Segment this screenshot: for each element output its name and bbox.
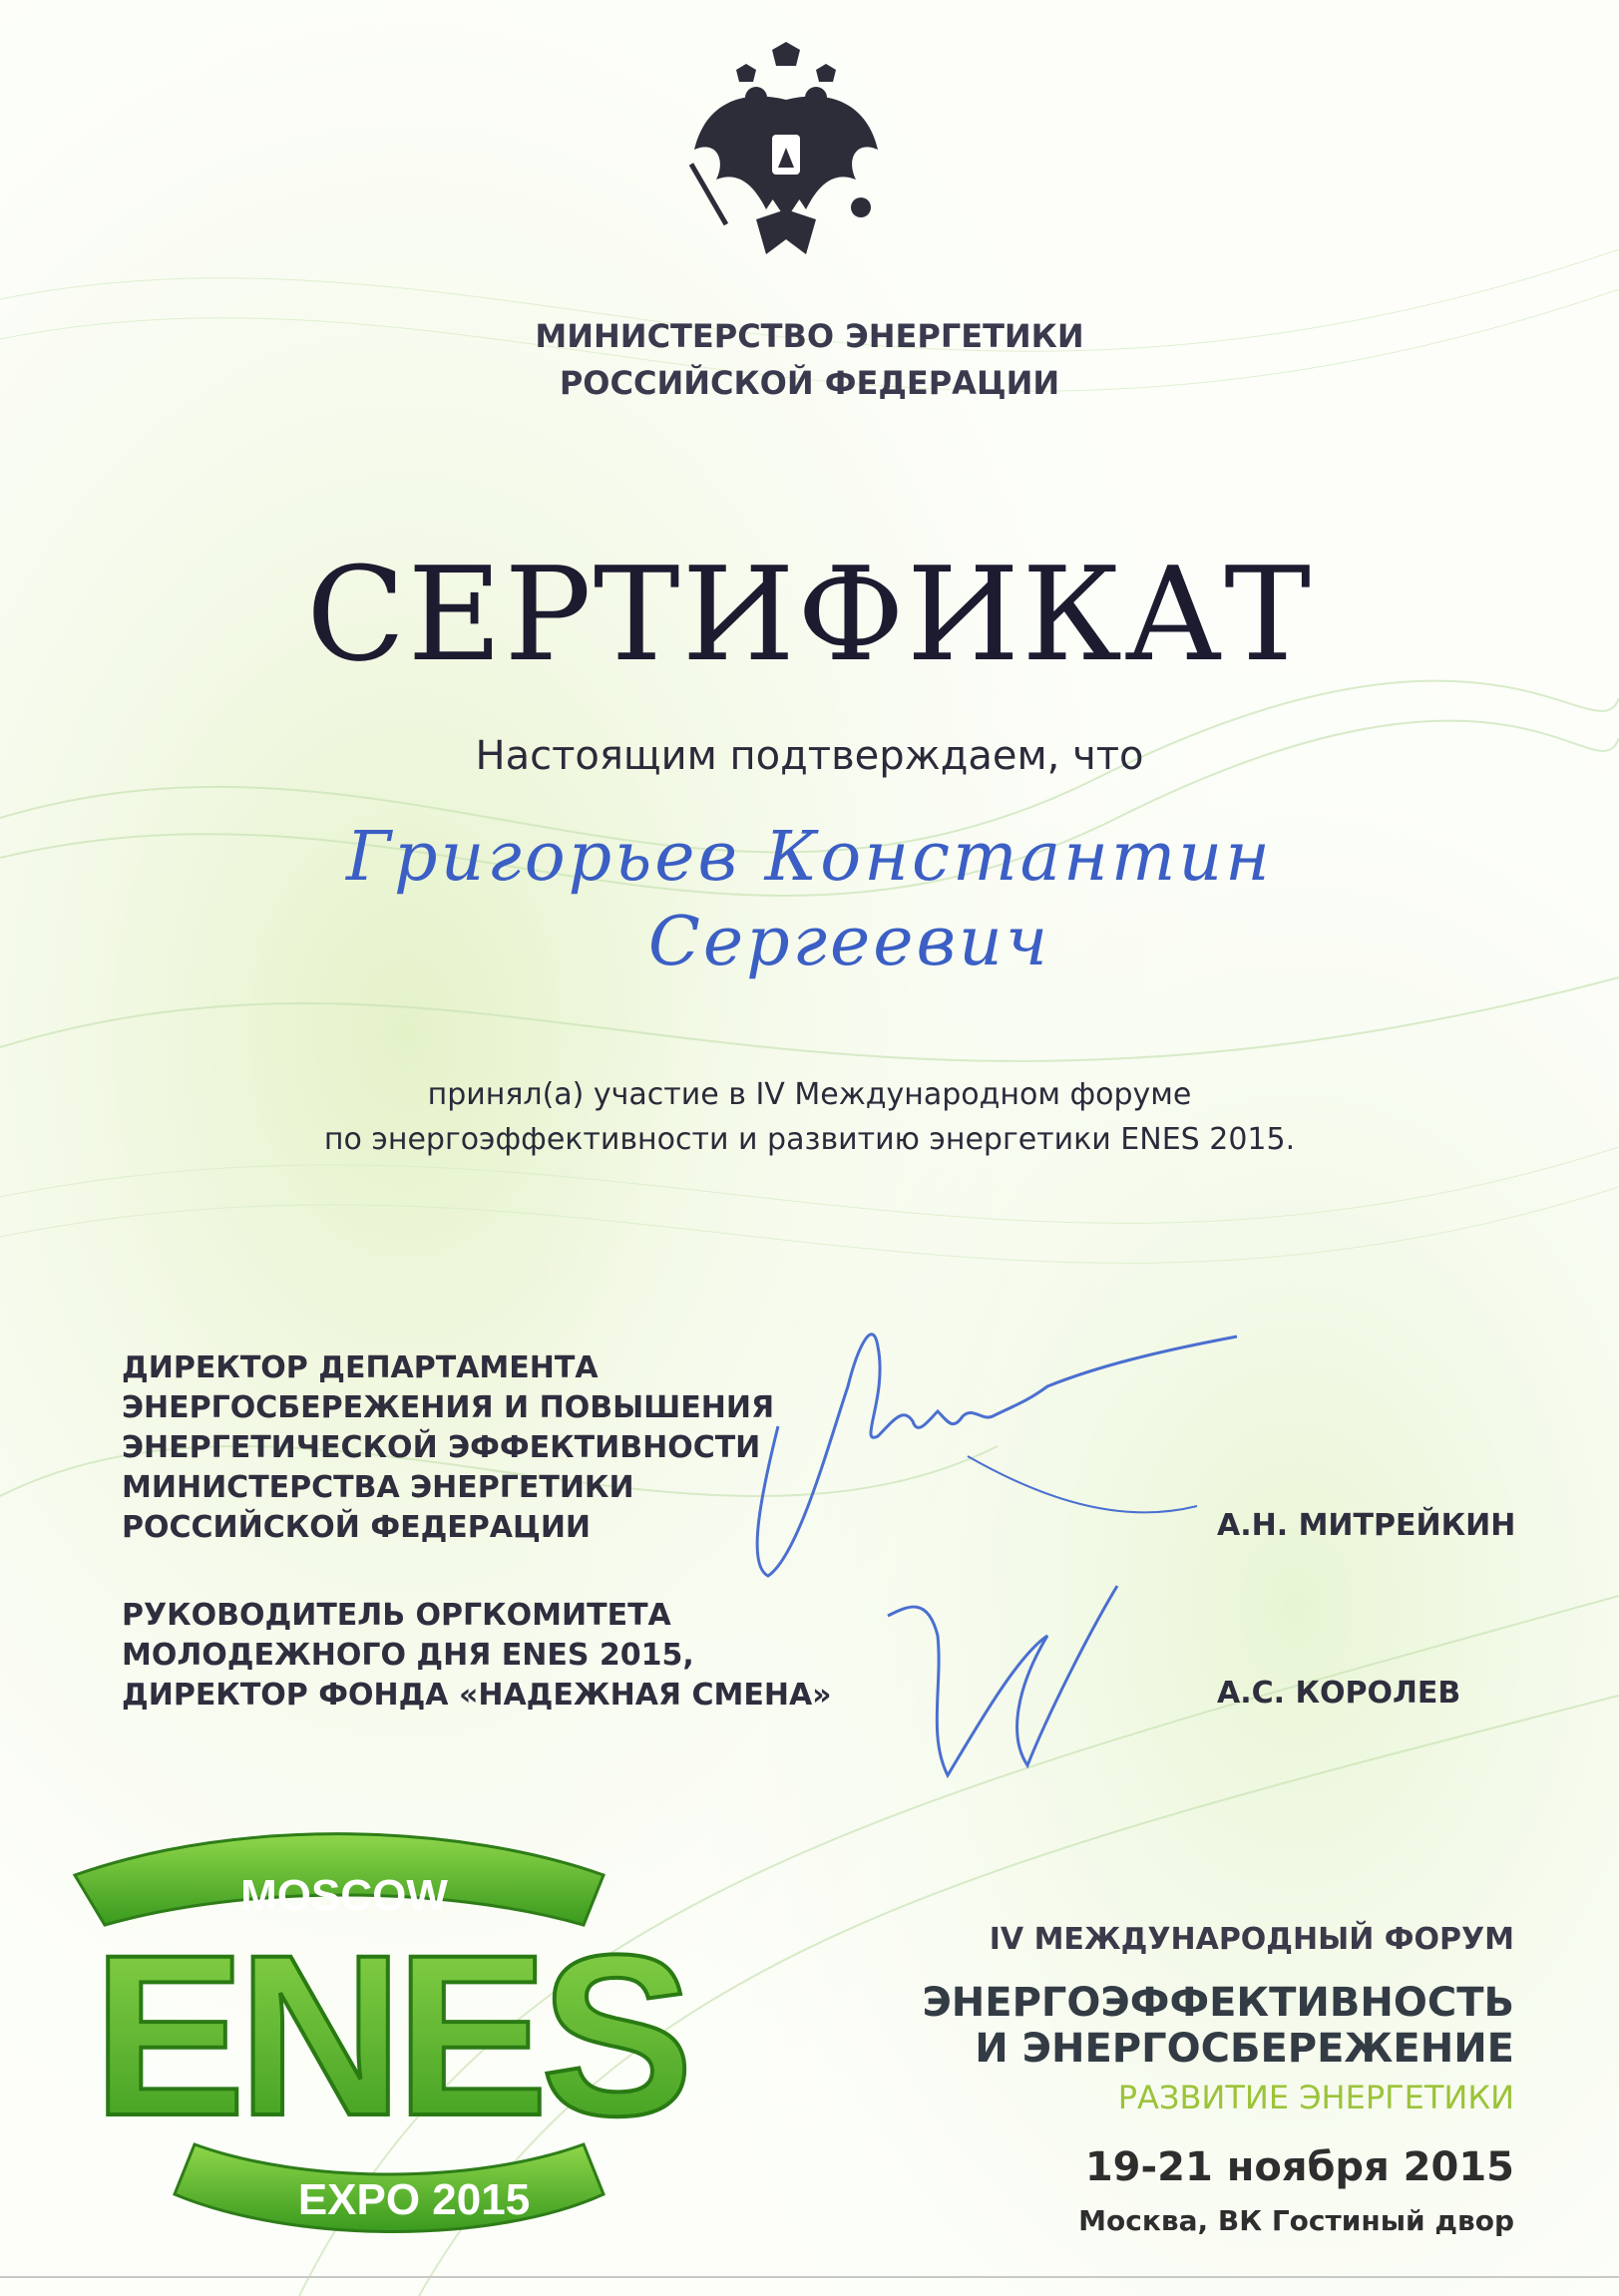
signatory-1-title-line: ЭНЕРГОСБЕРЕЖЕНИЯ И ПОВЫШЕНИЯ [122,1390,775,1425]
logo-expo-text: EXPO 2015 [297,2175,531,2224]
forum-place: Москва, ВК Гостиный двор [1078,2204,1514,2237]
signatory-1-title [122,1348,774,1548]
signatory-2-title-line: МОЛОДЕЖНОГО ДНЯ ENES 2015, [122,1638,694,1673]
signature-2 [868,1576,1127,1805]
handwritten-name-line2: Сергеевич [647,903,1051,981]
forum-dates: 19-21 ноября 2015 [1084,2144,1514,2190]
coat-of-arms-emblem [686,40,886,269]
signatory-1-title-line: МИНИСТЕРСТВА ЭНЕРГЕТИКИ [122,1470,634,1505]
signatory-1-title-line: РОССИЙСКОЙ ФЕДЕРАЦИИ [122,1510,592,1545]
logo-enes-text: ENES [92,1907,686,2163]
signature-1 [738,1307,1257,1586]
participation-line2: по энергоэффективности и развитию энергетики ENES 2015. [323,1122,1296,1157]
signatory-1-title-line: ЭНЕРГЕТИЧЕСКОЙ ЭФФЕКТИВНОСТИ [122,1430,761,1465]
certificate-title: СЕРТИФИКАТ [306,539,1313,690]
confirm-text: Настоящим подтверждаем, что [475,733,1144,779]
signatory-2-title-line: РУКОВОДИТЕЛЬ ОРГКОМИТЕТА [122,1598,671,1633]
forum-main-line1: ЭНЕРГОЭФФЕКТИВНОСТЬ [922,1980,1514,2026]
participation-line1: принял(а) участие в IV Международном форуме [427,1077,1192,1112]
signatory-2-title-line: ДИРЕКТОР ФОНДА «НАДЕЖНАЯ СМЕНА» [122,1678,832,1713]
signatory-1-name: А.Н. МИТРЕЙКИН [1217,1508,1516,1543]
forum-main-title [922,1980,1514,2072]
forum-development: РАЗВИТИЕ ЭНЕРГЕТИКИ [1117,2079,1514,2116]
signatory-2-title [122,1596,832,1716]
signatory-2-name: А.С. КОРОЛЕВ [1217,1676,1461,1711]
logo-moscow-text: MOSCOW [240,1871,448,1920]
ministry-line2: РОССИЙСКОЙ ФЕДЕРАЦИИ [559,364,1060,402]
forum-main-line2: И ЭНЕРГОСБЕРЕЖЕНИЕ [975,2026,1514,2072]
enes-logo [45,1815,733,2254]
signatory-1-title-line: ДИРЕКТОР ДЕПАРТАМЕНТА [122,1350,599,1385]
handwritten-name-line1: Григорьев Константин [346,818,1273,897]
forum-subtitle: IV МЕЖДУНАРОДНЫЙ ФОРУМ [989,1922,1514,1957]
ministry-line1: МИНИСТЕРСТВО ЭНЕРГЕТИКИ [535,317,1084,355]
